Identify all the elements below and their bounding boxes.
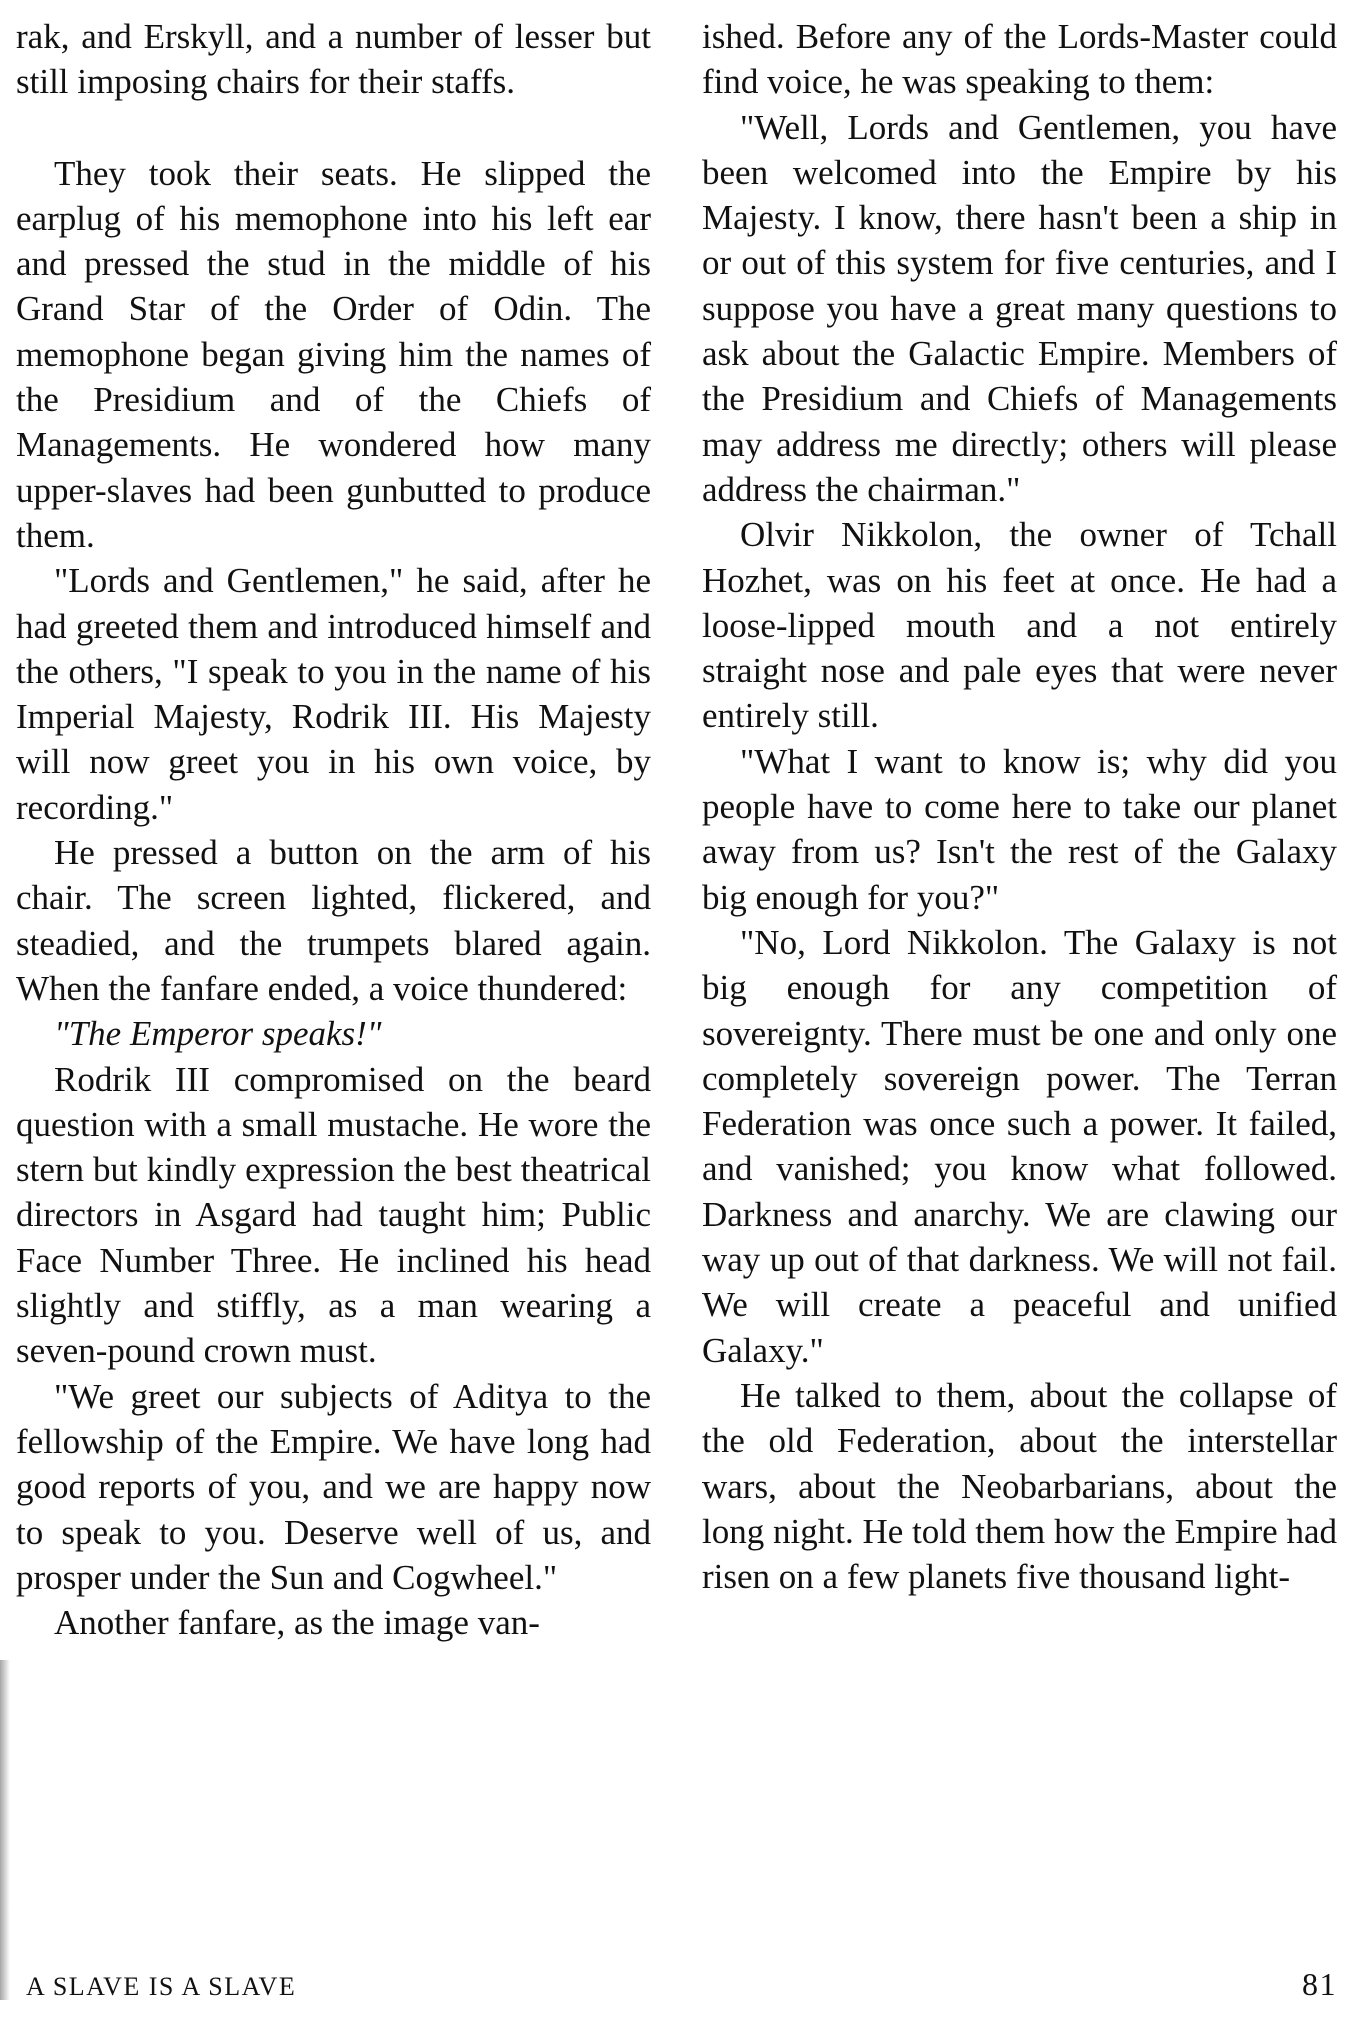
paragraph: He pressed a button on the arm of his chair. The screen lighted, flickered, and steadied, and the trumpets blared again. When the fanfare ended, a voice thundered: [16, 833, 651, 1008]
paragraph: rak, and Erskyll, and a number of lesser but still imposing chairs for their staffs. [16, 17, 651, 102]
paragraph: "No, Lord Nikkolon. The Galaxy is not big enough for any competition of sovereignty. There must be one and only one completely sovereign power. The Terran Federation was once such a power. It failed, and vanished; you know what followed. Darkness and anarchy. We are clawing our way up out of that darkness. We will not fail. We will create a peaceful and unified Galaxy." [702, 922, 1337, 1370]
emperor-announcement: "The Emperor speaks!" [54, 1014, 382, 1054]
scan-edge-shadow [0, 1660, 10, 2000]
paragraph: Rodrik III compromised on the beard question with a small mustache. He wore the stern but kindly expression the best theatrical directors in Asgard had taught him; Public Face Number Three. He inclined his head slightly and stiffly, as a man wearing a seven-pound crown must. [16, 1059, 651, 1371]
running-title: A SLAVE IS A SLAVE [26, 1972, 297, 2001]
paragraph: They took their seats. He slipped the earplug of his memophone into his left ear and pressed the stud in the middle of his Grand Star of the Order of Odin. The memophone began giving him the names of the Presidium and of the Chiefs of Managements. He wondered how many upper-slaves had been gunbutted to produce them. [16, 153, 651, 555]
paragraph: Olvir Nikkolon, the owner of Tchall Hozhet, was on his feet at once. He had a loose-lipped mouth and a not entirely straight nose and pale eyes that were never entirely still. [702, 515, 1337, 736]
page-footer [0, 1960, 1355, 2010]
paragraph: He talked to them, about the collapse of the old Federation, about the interstellar wars, about the Neobarbarians, about the long night. He told them how the Empire had risen on a few planets five thousand light- [702, 1375, 1337, 1597]
paragraph: "Lords and Gentlemen," he said, after he had greeted them and introduced himself and the others, "I speak to you in the name of his Imperial Majesty, Rodrik III. His Majesty will now greet you in his own voice, by recording." [16, 561, 651, 827]
paragraph: Another fanfare, as the image van- [54, 1603, 540, 1643]
left-column [16, 14, 651, 1645]
paragraph: "Well, Lords and Gentlemen, you have been welcomed into the Empire by his Majesty. I know, there hasn't been a ship in or out of this system for five centuries, and I suppose you have a great many questions to ask about the Galactic Empire. Members of the Presidium and Chiefs of Managements may address me directly; others will please address the chairman." [702, 107, 1337, 509]
right-column [702, 14, 1337, 1599]
paragraph: "We greet our subjects of Aditya to the fellowship of the Empire. We have long had good reports of you, and we are happy now to speak to you. Deserve well of us, and prosper under the Sun and Cogwheel." [16, 1376, 651, 1597]
page-number: 81 [1302, 1966, 1337, 2002]
paragraph: ished. Before any of the Lords-Master could find voice, he was speaking to them: [702, 17, 1337, 102]
paragraph: "What I want to know is; why did you people have to come here to take our planet away from us? Isn't the rest of the Galaxy big enough for you?" [702, 741, 1337, 917]
